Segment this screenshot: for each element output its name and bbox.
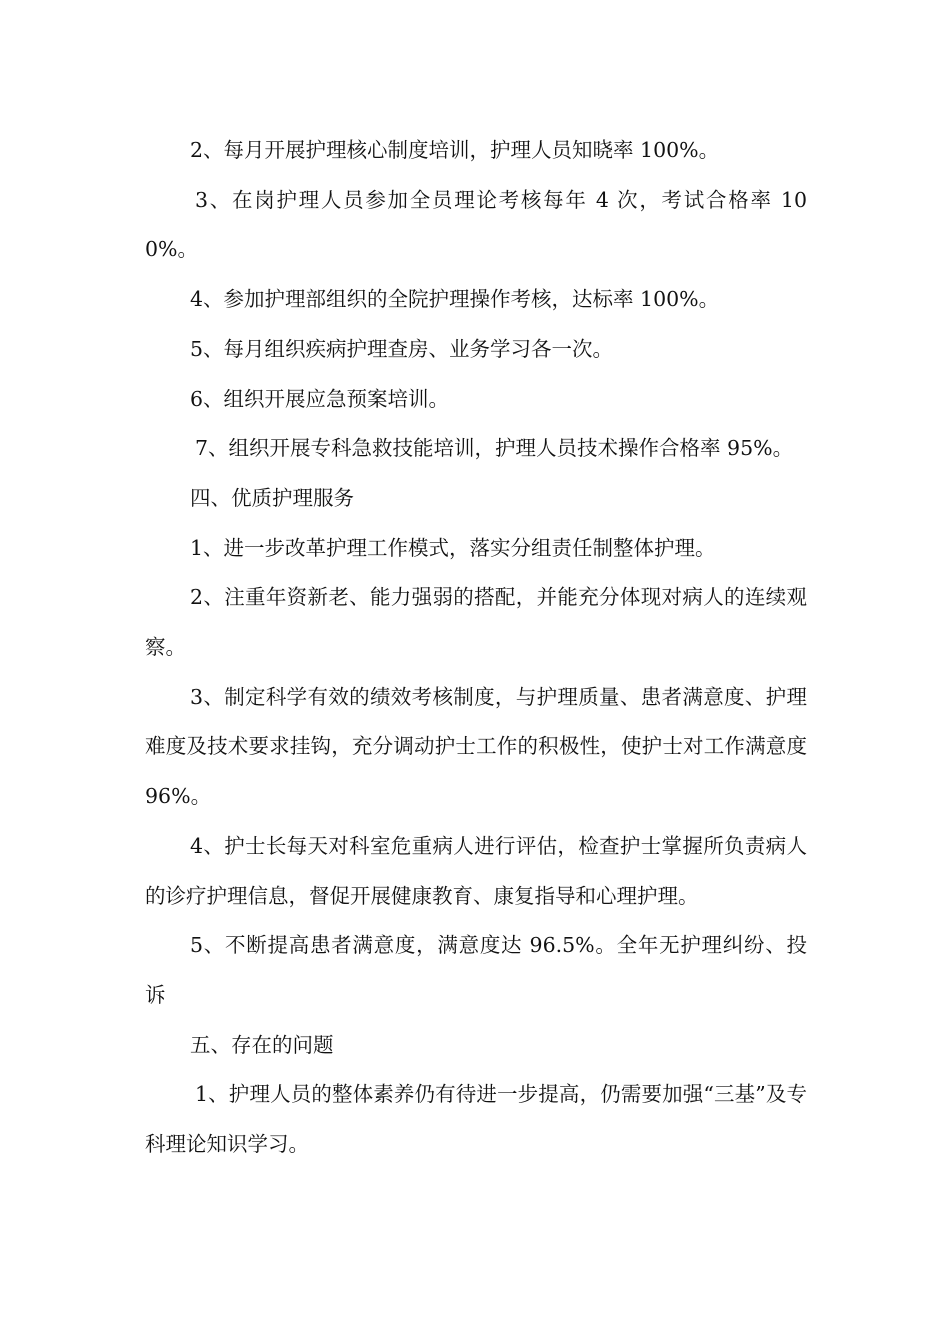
paragraph-staff-pairing: 2、注重年资新老、能力强弱的搭配，并能充分体现对病人的连续观察。 bbox=[145, 585, 807, 660]
document-body bbox=[145, 126, 807, 1170]
paragraph-patient-satisfaction: 5、不断提高患者满意度，满意度达 96.5%。全年无护理纠纷、投诉 bbox=[145, 933, 807, 1007]
paragraph-training-core: 2、每月开展护理核心制度培训，护理人员知晓率 100%。 bbox=[190, 138, 720, 162]
paragraph-staff-quality: 1、护理人员的整体素养仍有待进一步提高，仍需要加强“三基”及专科理论知识学习。 bbox=[145, 1082, 807, 1157]
paragraph-head-nurse-assessment: 4、护士长每天对科室危重病人进行评估，检查护士掌握所负责病人的诊疗护理信息，督促开展健康教育、康复指导和心理护理。 bbox=[145, 833, 807, 908]
paragraph-operation-exam: 4、参加护理部组织的全院护理操作考核，达标率 100%。 bbox=[190, 287, 720, 312]
paragraph-ward-rounds: 5、每月组织疾病护理查房、业务学习各一次。 bbox=[190, 336, 614, 361]
paragraph-theory-exam: 3、在岗护理人员参加全员理论考核每年 4 次，考试合格率 100%。 bbox=[145, 187, 807, 262]
section-heading-problems: 五、存在的问题 bbox=[190, 1032, 334, 1057]
paragraph-performance-review: 3、制定科学有效的绩效考核制度，与护理质量、患者满意度、护理难度及技术要求挂钩，充分调动护士工作的积极性，使护士对工作满意度 96%。 bbox=[145, 684, 807, 809]
paragraph-emergency-plan: 6、组织开展应急预案培训。 bbox=[190, 386, 450, 411]
paragraph-work-mode: 1、进一步改革护理工作模式，落实分组责任制整体护理。 bbox=[190, 535, 716, 560]
section-heading-quality-service: 四、优质护理服务 bbox=[190, 485, 354, 510]
paragraph-emergency-skills: 7、组织开展专科急救技能培训，护理人员技术操作合格率 95%。 bbox=[195, 436, 794, 461]
